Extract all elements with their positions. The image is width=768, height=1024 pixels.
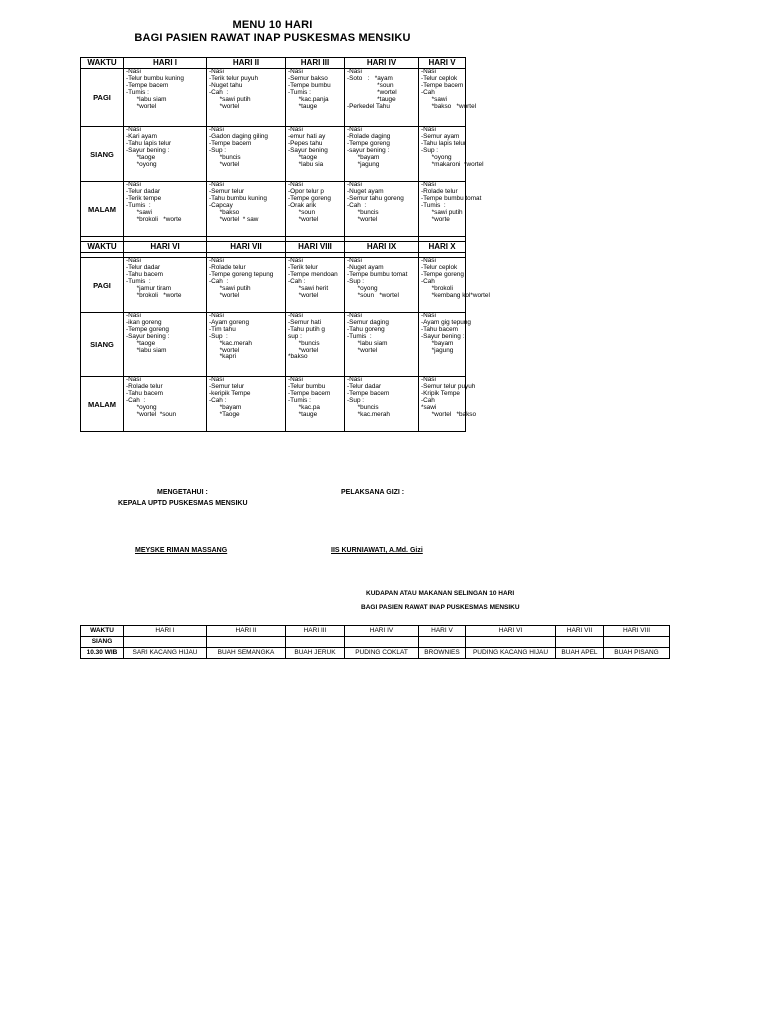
signature-left-name: MEYSKE RIMAN MASSANG — [135, 547, 228, 554]
menu-cell: -Nasi -Rolade telur -Tahu bacem -Cah : *oyong *wortel *soun — [126, 376, 177, 418]
table-row — [81, 69, 466, 127]
snack-item-row — [81, 648, 670, 659]
col-header: HARI IX — [345, 242, 419, 253]
snack-time: 10.30 WIB — [81, 648, 124, 659]
snack-col-header: HARI III — [286, 626, 345, 637]
menu-cell: -Nasi -Semur telur -Tahu bumbu kuning -Capcay *bakso *wortel * saw — [209, 181, 267, 223]
menu-cell: -Nasi -Semur telur -keripik Tempe -Cah : *bayam *Taoge — [209, 376, 251, 418]
snack-title-1: KUDAPAN ATAU MAKANAN SELINGAN 10 HARI — [366, 590, 515, 597]
menu-cell: -Nasi -Telur dadar -Terik tempe -Tumis : *sawi *brokoli *worte — [126, 181, 182, 223]
menu-cell: -Nasi -Semur bakso -Tempe bumbu -Tumis : *kac.panja *tauge — [288, 68, 331, 110]
snack-siang-row — [81, 637, 670, 648]
menu-cell: -Nasi -Opor telur p -Tempe goreng -Orak arik *soun *wortel — [288, 181, 331, 223]
menu-cell: -Nasi -Telur bumbu -Tempe bacem -Tumis : *kac.pa *tauge — [288, 376, 331, 418]
header-row-1 — [81, 58, 466, 69]
snack-waktu-header: WAKTU — [81, 626, 124, 637]
menu-cell: -Nasi -Rolade daging -Tempe goreng -sayur bening : *bayam *jagung — [347, 126, 391, 168]
col-header: WAKTU — [81, 58, 124, 69]
signature-right-label: PELAKSANA GIZI : — [341, 489, 405, 496]
col-header: HARI X — [419, 242, 466, 253]
menu-cell: -Nasi -emur hati ay -Pepes tahu -Sayur bening *taoge *labu sia — [288, 126, 328, 168]
snack-item: BUAH JERUK — [286, 648, 345, 659]
menu-cell: -Nasi -Semur telur puyuh -Kripik Tempe -Cah *sawi *wortel *bakso — [421, 376, 477, 418]
snack-item: PUDING COKLAT — [345, 648, 419, 659]
title-line-1: MENU 10 HARI — [232, 19, 313, 31]
snack-col-header: HARI VIII — [604, 626, 670, 637]
signature-right-name: IIS KURNIAWATI, A.Md. Gizi — [331, 547, 423, 554]
menu-cell: -Nasi -Telur dadar -Tahu bacem -Tumis : *jamur tiram *brokoli *worte — [126, 257, 182, 299]
menu-cell: -Nasi -Telur ceplok -Tempe goreng -Cah *brokoli *kembang kol*wortel — [421, 257, 490, 299]
col-header: HARI V — [419, 58, 466, 69]
table-row — [81, 377, 466, 432]
table-row — [81, 127, 466, 182]
menu-cell: -Nasi -Rolade telur -Tempe bumbu tomat -Tumis : *sawi putih *worte — [421, 181, 482, 223]
table-row — [81, 182, 466, 237]
menu-cell: -Nasi -Semur hati -Tahu putih g sup : *buncis *wortel *bakso — [288, 312, 325, 361]
menu-cell: -Nasi -Nuget ayam -Tempe bumbu tomat -Sup : *oyong *soun *wortel — [347, 257, 408, 299]
snack-item: SARI KACANG HIJAU — [124, 648, 207, 659]
snack-siang-label: SIANG — [81, 637, 124, 648]
snack-title-2: BAGI PASIEN RAWAT INAP PUSKESMAS MENSIKU — [361, 604, 520, 611]
waktu-cell: PAGI — [81, 69, 124, 127]
snack-item: BUAH PISANG — [604, 648, 670, 659]
snack-col-header: HARI VII — [556, 626, 604, 637]
menu-cell: -Nasi -Ayam gig tepung -Tahu bacem -Sayur bening : *bayam *jagung — [421, 312, 471, 354]
col-header: HARI VIII — [286, 242, 345, 253]
page-title — [80, 19, 465, 44]
snack-item: PUDING KACANG HIJAU — [466, 648, 556, 659]
menu-cell: -Nasi -Telur dadar -Tempe bacem -Sup : *buncis *kac.merah — [347, 376, 390, 418]
snack-col-header: HARI V — [419, 626, 466, 637]
col-header: HARI I — [124, 58, 207, 69]
menu-cell: -Nasi -Semur ayam -Tahu lapis telur -Sup : *oyong *makaroni *wortel — [421, 126, 484, 168]
menu-cell: -Nasi -Gadon daging giling -Tempe bacem -Sup : *buncis *wortel — [209, 126, 268, 168]
menu-cell: -Nasi -Nuget ayam -Semur tahu goreng -Cah : *buncis *wortel — [347, 181, 404, 223]
menu-cell: -Nasi -Soto : *ayam *soun *wortel *tauge -Perkedel Tahu — [347, 68, 397, 110]
menu-cell: -Nasi -Rolade telur -Tempe goreng tepung -Cah : *sawi putih *wortel — [209, 257, 274, 299]
waktu-cell: MALAM — [81, 377, 124, 432]
waktu-cell: SIANG — [81, 313, 124, 377]
snack-col-header: HARI I — [124, 626, 207, 637]
col-header: HARI IV — [345, 58, 419, 69]
menu-cell: -Nasi -Telur bumbu kuning -Tempe bacem -Tumis : *labu siam *wortel — [126, 68, 184, 110]
menu-cell: -Nasi -Terik telur puyuh -Nuget tahu -Cah : *sawi putih *wortel — [209, 68, 259, 110]
title-line-2: BAGI PASIEN RAWAT INAP PUSKESMAS MENSIKU — [134, 32, 411, 44]
snack-col-header: HARI IV — [345, 626, 419, 637]
waktu-cell: MALAM — [81, 182, 124, 237]
col-header: HARI III — [286, 58, 345, 69]
menu-cell: -Nasi -Terik telur -Tempe mendoan -Cah : *sawi herit *wortel — [288, 257, 338, 299]
menu-table — [80, 57, 490, 432]
header-row-2 — [81, 242, 466, 253]
table-row — [81, 313, 466, 377]
snack-col-header: HARI II — [207, 626, 286, 637]
col-header: HARI II — [207, 58, 286, 69]
waktu-cell: PAGI — [81, 258, 124, 313]
signature-left-label-1: MENGETAHUI : — [157, 489, 208, 496]
snack-table — [80, 625, 670, 659]
menu-cell: -Nasi -ikan goreng -Tempe goreng -Sayur bening : *taoge *labu siam — [126, 312, 170, 354]
snack-col-header: HARI VI — [466, 626, 556, 637]
snack-item: BUAH SEMANGKA — [207, 648, 286, 659]
menu-cell: -Nasi -Telur ceplok -Tempe bacem -Cah *sawi *bakso *wortel — [421, 68, 477, 110]
waktu-cell: SIANG — [81, 127, 124, 182]
snack-header-row — [81, 626, 670, 637]
snack-item: BROWNIES — [419, 648, 466, 659]
menu-cell: -Nasi -Semur daging -Tahu goreng -Tumis : *labu siam *wortel — [347, 312, 389, 354]
table-row — [81, 258, 466, 313]
col-header: HARI VII — [207, 242, 286, 253]
menu-cell: -Nasi -Ayam goreng -Tim tahu -Sup : *kac.merah *wortel *kapri — [209, 312, 252, 361]
col-header: WAKTU — [81, 242, 124, 253]
snack-item: BUAH APEL — [556, 648, 604, 659]
menu-cell: -Nasi -Kari ayam -Tahu lapis telur -Sayur bening : *taoge *oyong — [126, 126, 172, 168]
signature-left-label-2: KEPALA UPTD PUSKESMAS MENSIKU — [118, 500, 248, 507]
col-header: HARI VI — [124, 242, 207, 253]
